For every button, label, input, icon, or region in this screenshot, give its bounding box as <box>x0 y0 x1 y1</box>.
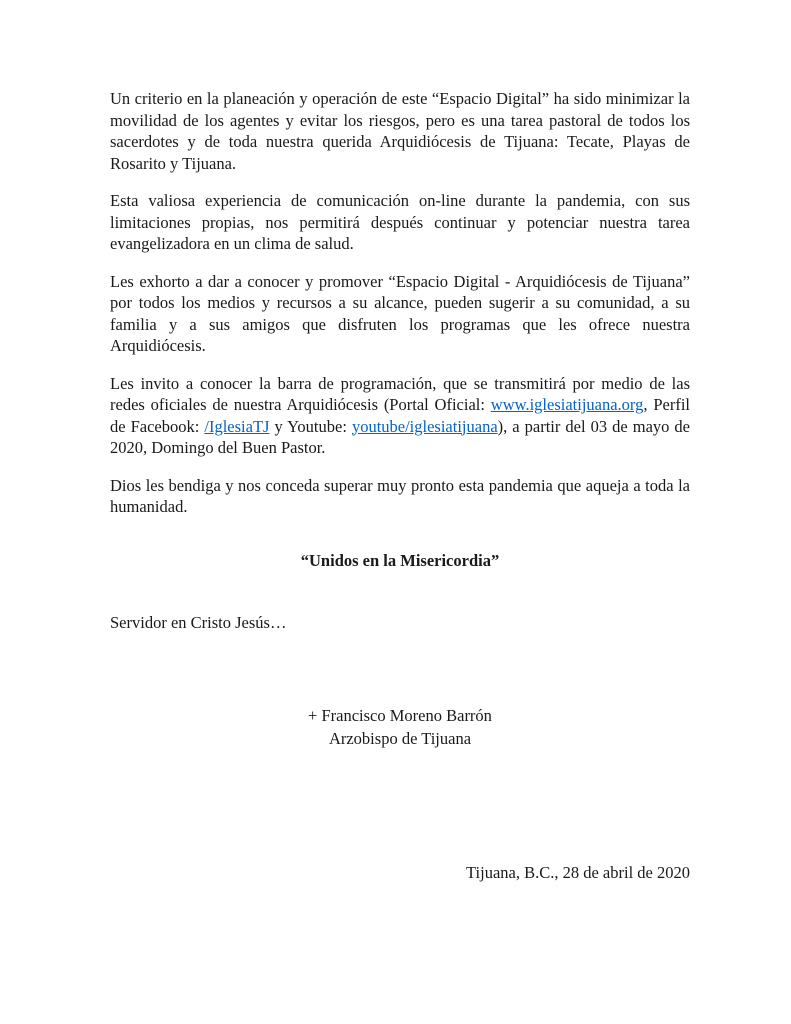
signature-name: + Francisco Moreno Barrón <box>308 705 492 725</box>
signature-block <box>110 704 690 750</box>
closing-servidor-en-cristo: Servidor en Cristo Jesús… <box>110 613 287 632</box>
paragraph-bendicion: Dios les bendiga y nos conceda superar muy pronto esta pandemia que aqueja a toda la humanidad. <box>110 475 690 516</box>
paragraph-programacion-text-4: ), a partir del 03 de mayo de 2020, Domingo del Buen Pastor. <box>110 416 690 457</box>
paragraph-experiencia: Esta valiosa experiencia de comunicación on-line durante la pandemia, con sus limitaciones propias, nos permitirá después continuar y potenciar nuestra tarea evangelizadora en un clima de salud. <box>110 191 690 253</box>
link-facebook-profile[interactable]: /IglesiaTJ <box>204 416 270 436</box>
paragraph-programacion-text-3: y Youtube: <box>269 416 352 436</box>
paragraph-programacion <box>110 373 690 459</box>
dateline: Tijuana, B.C., 28 de abril de 2020 <box>466 862 690 882</box>
link-portal-oficial[interactable]: www.iglesiatijuana.org <box>490 395 644 414</box>
quote-unidos-en-la-misericordia: “Unidos en la Misericordia” <box>300 550 500 570</box>
paragraph-exhorto: Les exhorto a dar a conocer y promover “Espacio Digital - Arquidiócesis de Tijuana” por todos los medios y recursos a su alcance, pueden sugerir a su comunidad, a su familia y a sus amigos que disfruten los programas que les ofrece nuestra Arquidiócesis. <box>110 271 690 355</box>
paragraph-criterio: Un criterio en la planeación y operación de este “Espacio Digital” ha sido minimizar la movilidad de los agentes y evitar los riesgos, pero es una tarea pastoral de todos los sacerdotes y de toda nuestra querida Arquidiócesis de Tijuana: Tecate, Playas de Rosarito y Tijuana. <box>110 89 690 173</box>
paragraph-programacion-text-2: , Perfil de Facebook: <box>110 395 690 436</box>
signature-title: Arzobispo de Tijuana <box>328 728 472 748</box>
paragraph-programacion-text-1: Les invito a conocer la barra de programación, que se transmitirá por medio de las redes oficiales de nuestra Arquidiócesis (Portal Oficial: <box>110 373 690 414</box>
link-youtube-channel[interactable]: youtube/iglesiatijuana <box>351 416 498 436</box>
